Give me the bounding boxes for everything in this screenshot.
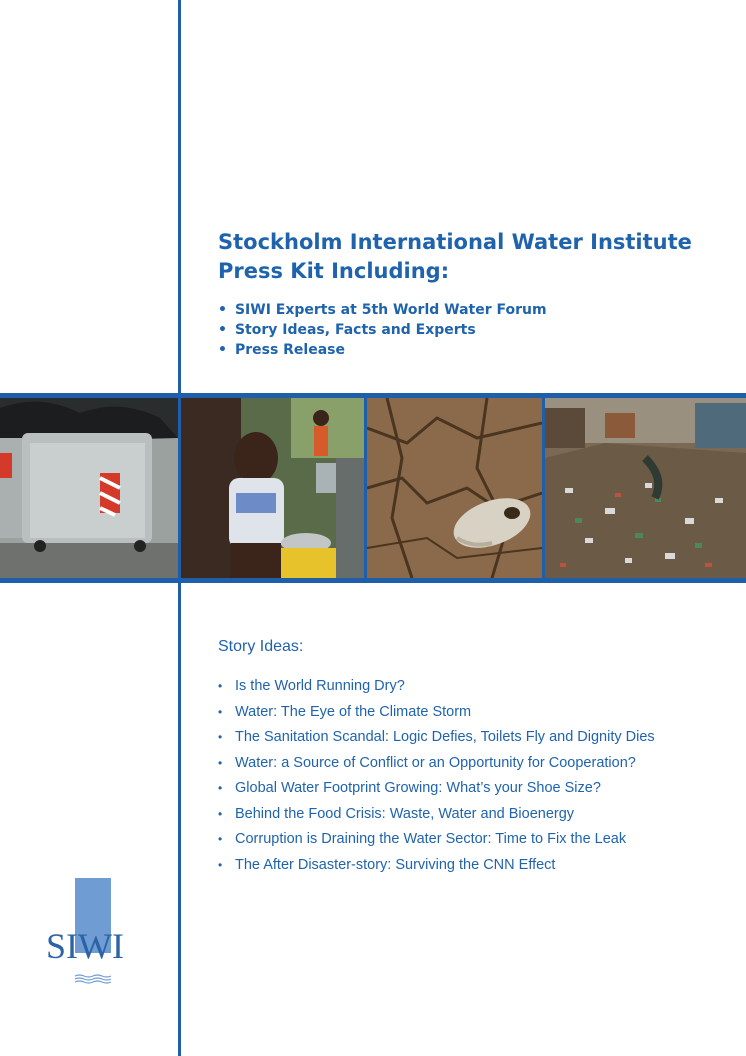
- bullet: •: [218, 832, 223, 846]
- story-item: [218, 675, 655, 701]
- bullet: •: [218, 806, 223, 821]
- logo-waves-icon: [75, 974, 111, 984]
- kit-item: • Story Ideas, Facts and Experts: [218, 320, 547, 340]
- story-item: [218, 752, 655, 778]
- bullet: •: [218, 679, 223, 693]
- bullet: •: [218, 704, 223, 719]
- press-kit-list: [218, 300, 547, 360]
- story-item-text: Corruption is Draining the Water Sector: Time to Fix the Leak: [235, 831, 627, 847]
- story-item: [218, 803, 655, 829]
- story-item: [218, 828, 655, 854]
- kit-item: • Press Release: [218, 340, 547, 360]
- bullet: •: [218, 781, 223, 795]
- story-item-text: The Sanitation Scandal: Logic Defies, Toilets Fly and Dignity Dies: [235, 729, 655, 745]
- siwi-logo: [40, 878, 130, 988]
- logo-text: SIWI: [46, 926, 124, 966]
- story-item: [218, 701, 655, 727]
- kit-item: • SIWI Experts at 5th World Water Forum: [218, 300, 547, 320]
- story-item: [218, 854, 655, 880]
- story-item-text: The After Disaster-story: Surviving the CNN Effect: [235, 856, 556, 873]
- photo-band-bottom-rule: [0, 580, 746, 583]
- story-item-text: Behind the Food Crisis: Waste, Water and Bioenergy: [235, 805, 575, 822]
- story-item-text: Water: a Source of Conflict or an Opportunity for Cooperation?: [235, 754, 636, 771]
- bullet: •: [218, 755, 223, 770]
- story-item: [218, 726, 655, 752]
- photo-child-water-tap: [181, 398, 364, 578]
- story-ideas-list: [218, 675, 655, 879]
- story-item-text: Is the World Running Dry?: [235, 678, 405, 694]
- title-line-2: Press Kit Including:: [218, 259, 450, 283]
- bullet: •: [218, 857, 223, 872]
- bullet: •: [218, 730, 223, 744]
- story-item-text: Water: The Eye of the Climate Storm: [235, 703, 472, 720]
- story-item: [218, 777, 655, 803]
- photo-waste-bins: [0, 398, 178, 578]
- title-line-1: Stockholm International Water Institute: [218, 230, 692, 254]
- story-ideas-heading: Story Ideas:: [218, 638, 304, 655]
- photo-cracked-earth: [367, 398, 542, 578]
- photo-polluted-canal: [545, 398, 746, 578]
- page-title: [218, 228, 718, 286]
- photo-strip: [0, 396, 746, 580]
- story-item-text: Global Water Footprint Growing: What’s your Shoe Size?: [235, 780, 601, 796]
